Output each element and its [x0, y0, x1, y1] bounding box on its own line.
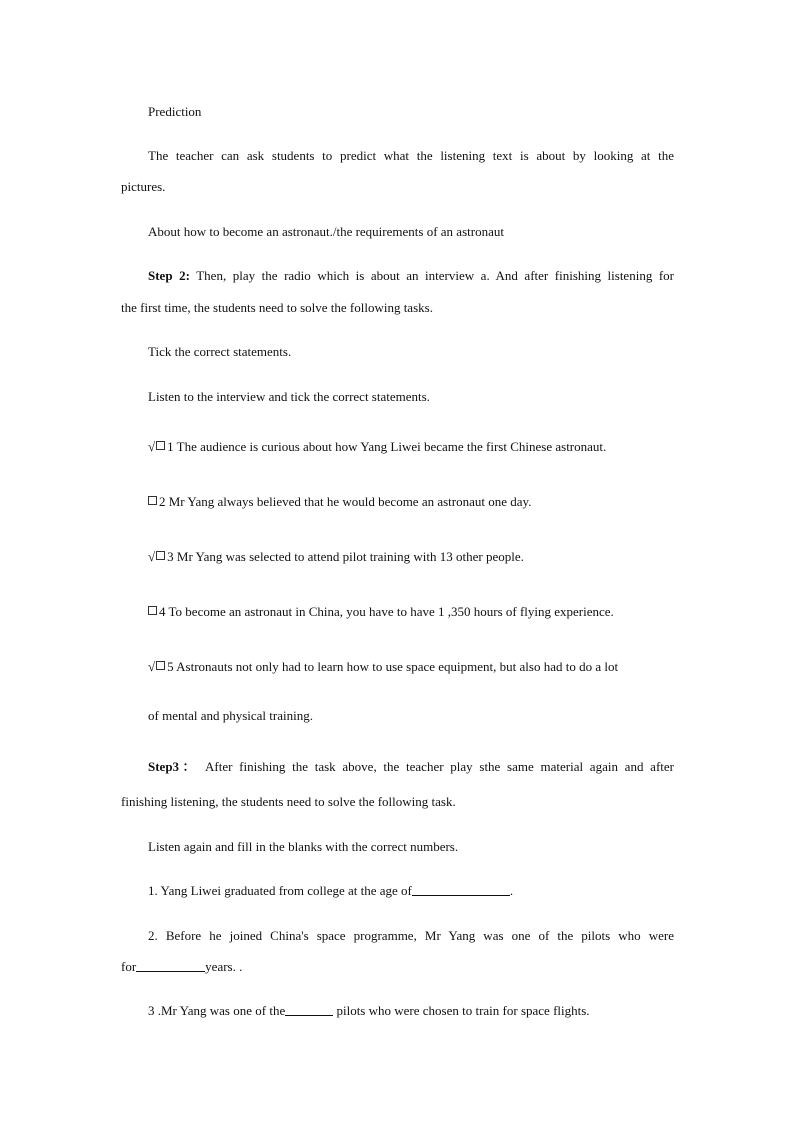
checkbox-icon: [156, 441, 165, 450]
step3-text: After finishing the task above, the teacher play sthe same material again and after: [199, 759, 674, 774]
q1-end: .: [509, 883, 514, 898]
q1-text: 1. Yang Liwei graduated from college at the age of: [148, 883, 412, 898]
question-2-line-1: 2. Before he joined China's space programme, Mr Yang was one of the pilots who were: [148, 928, 674, 943]
prediction-heading: Prediction: [148, 104, 202, 119]
question-3: [148, 1003, 674, 1019]
statement-3: [148, 549, 674, 565]
intro-line-2: pictures.: [121, 179, 166, 194]
q2-end: years. .: [205, 959, 243, 974]
tick-heading: Tick the correct statements.: [148, 344, 292, 359]
step3-line-1: [148, 759, 674, 775]
checkbox-icon: [148, 496, 157, 505]
question-1: [148, 883, 674, 899]
statement-text: 3 Mr Yang was selected to attend pilot training with 13 other people.: [167, 549, 524, 564]
listen-instruction: Listen to the interview and tick the correct statements.: [148, 389, 430, 404]
intro-line-1: The teacher can ask students to predict what the listening text is about by looking at the: [148, 148, 674, 163]
step3-line-2: finishing listening, the students need to solve the following task.: [121, 794, 456, 809]
checkbox-icon: [156, 551, 165, 560]
step2-line-2: the first time, the students need to solve the following tasks.: [121, 300, 433, 315]
check-mark-icon: √: [148, 659, 156, 674]
statement-1: [148, 439, 674, 455]
statement-4: [148, 604, 674, 620]
q1-blank[interactable]: [412, 883, 510, 896]
step2-line-1: [148, 268, 674, 284]
step2-text: Then, play the radio which is about an interview a. And after finishing listening for: [189, 268, 675, 283]
q3-text: 3 .Mr Yang was one of the: [148, 1003, 286, 1018]
checkbox-icon: [148, 606, 157, 615]
statement-5-continuation: of mental and physical training.: [148, 708, 313, 723]
check-mark-icon: √: [148, 549, 156, 564]
statement-text: 5 Astronauts not only had to learn how to use space equipment, but also had to do a lot: [167, 659, 619, 674]
step3-label: Step3：: [148, 759, 200, 774]
statement-text: 2 Mr Yang always believed that he would become an astronaut one day.: [159, 494, 532, 509]
q2-for: for: [121, 959, 137, 974]
check-mark-icon: √: [148, 439, 156, 454]
statement-2: [148, 494, 674, 510]
statement-text: 1 The audience is curious about how Yang Liwei became the first Chinese astronaut.: [167, 439, 607, 454]
q2-blank[interactable]: [136, 959, 205, 972]
about-line: About how to become an astronaut./the requirements of an astronaut: [148, 224, 504, 239]
q3-blank[interactable]: [285, 1003, 333, 1016]
checkbox-icon: [156, 661, 165, 670]
statement-5: [148, 659, 674, 675]
step2-label: Step 2:: [148, 268, 190, 283]
q3-end: pilots who were chosen to train for space flights.: [333, 1003, 590, 1018]
statement-text: 4 To become an astronaut in China, you have to have 1 ,350 hours of flying experience.: [159, 604, 614, 619]
fill-instruction: Listen again and fill in the blanks with the correct numbers.: [148, 839, 459, 854]
question-2-line-2: [121, 959, 674, 975]
